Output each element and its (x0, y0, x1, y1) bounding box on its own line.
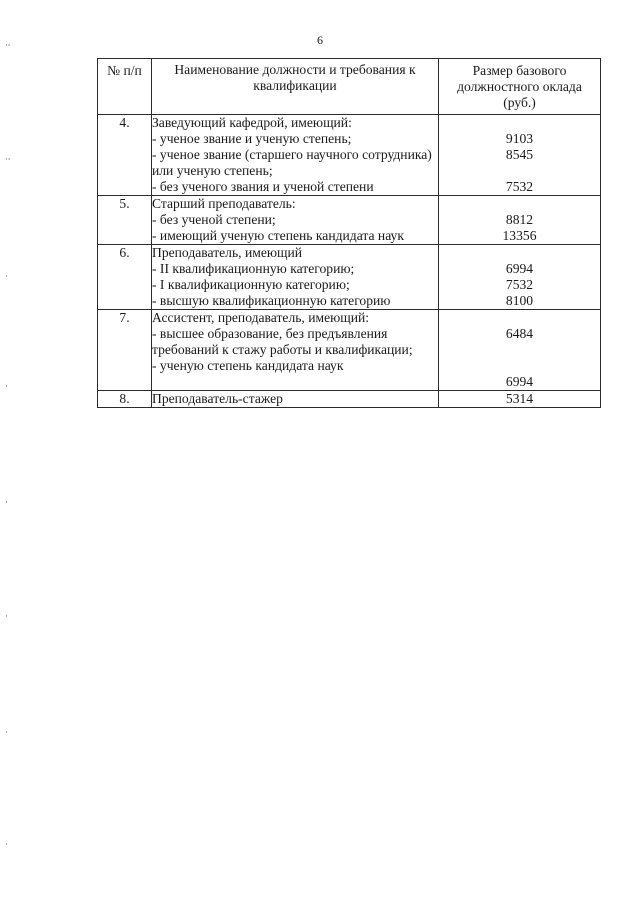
salary-cell (439, 115, 601, 196)
salary-value: 8100 (505, 293, 534, 308)
table-row (98, 245, 601, 310)
scan-mark: · (5, 382, 8, 392)
salary-value: 8545 (505, 147, 534, 162)
header-salary: Размер базового должностного оклада (руб.) (439, 59, 601, 115)
salary-value: 6484 (505, 326, 534, 341)
position-cell (152, 391, 439, 408)
position-cell (152, 196, 439, 245)
salary-value: 5314 (505, 391, 534, 406)
salary-value: 6994 (505, 261, 534, 276)
requirement-item: - без ученого звания и ученой степени (152, 179, 374, 194)
position-cell (152, 310, 439, 391)
salary-value: 8812 (505, 212, 534, 227)
requirement-item: - без ученой степени; (152, 212, 276, 227)
row-number: 8. (98, 391, 152, 408)
requirement-item: - ученую степень кандидата наук (152, 358, 344, 373)
requirement-item: - имеющий ученую степень кандидата наук (152, 228, 404, 243)
scan-mark: · (5, 498, 8, 508)
salary-table (97, 58, 601, 408)
salary-value: 7532 (505, 277, 534, 292)
scan-mark: · (5, 612, 8, 622)
requirement-item: - высшую квалификационную категорию (152, 293, 391, 308)
position-title: Заведующий кафедрой, имеющий: (152, 115, 352, 130)
position-title: Преподаватель, имеющий (152, 245, 303, 260)
position-title: Старший преподаватель: (152, 196, 296, 211)
header-position: Наименование должности и требования к квалификации (152, 59, 439, 115)
salary-value: 13356 (502, 228, 537, 243)
header-number: № п/п (98, 59, 152, 115)
requirement-item: - I квалификационную категорию; (152, 277, 350, 292)
salary-value: 9103 (505, 131, 534, 146)
requirement-item: - ученое звание (старшего научного сотрудника) или ученую степень; (152, 147, 432, 178)
table-row (98, 115, 601, 196)
row-number: 4. (98, 115, 152, 196)
requirement-item: - ученое звание и ученую степень; (152, 131, 352, 146)
requirement-item: - II квалификационную категорию; (152, 261, 355, 276)
position-cell (152, 245, 439, 310)
salary-cell (439, 391, 601, 408)
salary-cell (439, 310, 601, 391)
salary-value: 7532 (505, 179, 534, 194)
salary-cell (439, 196, 601, 245)
row-number: 5. (98, 196, 152, 245)
row-number: 6. (98, 245, 152, 310)
scan-mark: · (5, 272, 8, 282)
position-title: Ассистент, преподаватель, имеющий: (152, 310, 370, 325)
position-cell (152, 115, 439, 196)
table-row (98, 310, 601, 391)
scan-mark: ·⸱ (5, 155, 11, 165)
scan-mark: · (5, 840, 8, 850)
scan-mark: ·⸱ (5, 41, 11, 51)
table-row (98, 196, 601, 245)
page-number: 6 (317, 33, 323, 47)
table-row (98, 391, 601, 408)
salary-cell (439, 245, 601, 310)
scan-mark: · (5, 728, 8, 738)
table-header-row (98, 59, 601, 115)
salary-value: 6994 (505, 374, 534, 389)
position-title: Преподаватель-стажер (152, 391, 283, 406)
row-number: 7. (98, 310, 152, 391)
requirement-item: - высшее образование, без предъявления требований к стажу работы и квалификации; (152, 326, 413, 357)
